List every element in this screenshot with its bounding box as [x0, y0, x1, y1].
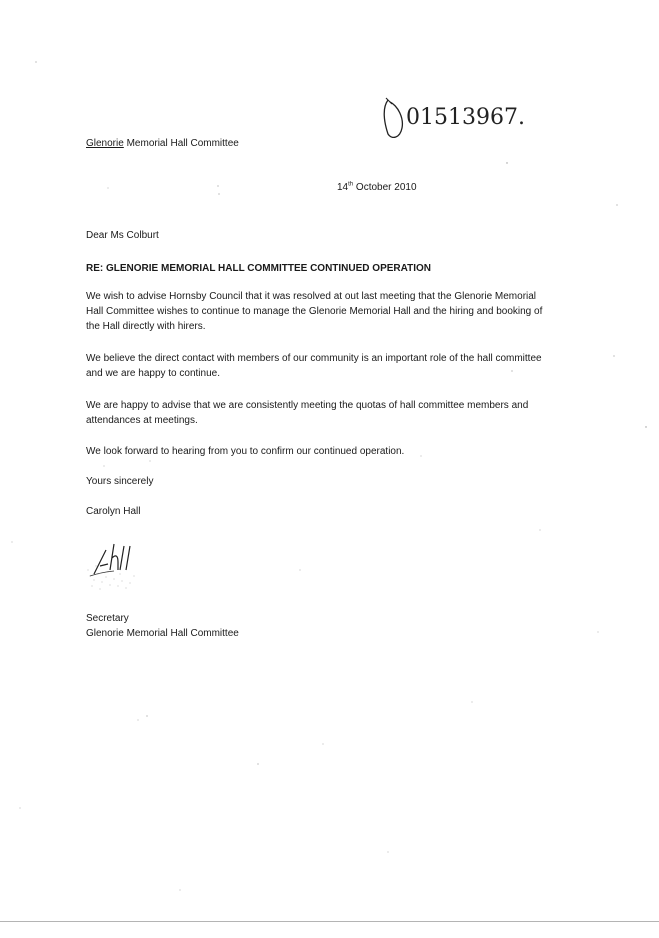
signer-title: Secretary — [86, 613, 129, 624]
signer-organisation: Glenorie Memorial Hall Committee — [86, 628, 239, 639]
paragraph-3: We are happy to advise that we are consistently meeting the quotas of hall committee members and attendances at meetings. — [86, 400, 529, 426]
page-bottom-edge — [0, 921, 659, 922]
subject-line: RE: GLENORIE MEMORIAL HALL COMMITTEE CONTINUED OPERATION — [86, 263, 431, 274]
signer-name: Carolyn Hall — [86, 506, 141, 517]
date-day: 14 — [337, 182, 349, 193]
paragraph-2: We believe the direct contact with members of our community is an important role of the hall committee and we are happy to continue. — [86, 353, 542, 379]
closing: Yours sincerely — [86, 476, 154, 487]
date-month-year: October 2010 — [353, 182, 417, 193]
org-name-underlined: Glenorie — [86, 138, 124, 149]
paragraph-4: We look forward to hearing from you to confirm our continued operation. — [86, 446, 405, 457]
reference-number-text: 01513967. — [406, 105, 525, 130]
salutation: Dear Ms Colburt — [86, 230, 159, 241]
org-name-rest: Memorial Hall Committee — [123, 138, 239, 149]
paragraph-1: We wish to advise Hornsby Council that it was resolved at out last meeting that the Glenorie Memorial Hall Committee wishes to continue to manage the Glenorie Memorial Hall and the hiring and booking of the Hall directly with hirers. — [86, 291, 543, 332]
date-ordinal: th — [348, 181, 354, 188]
